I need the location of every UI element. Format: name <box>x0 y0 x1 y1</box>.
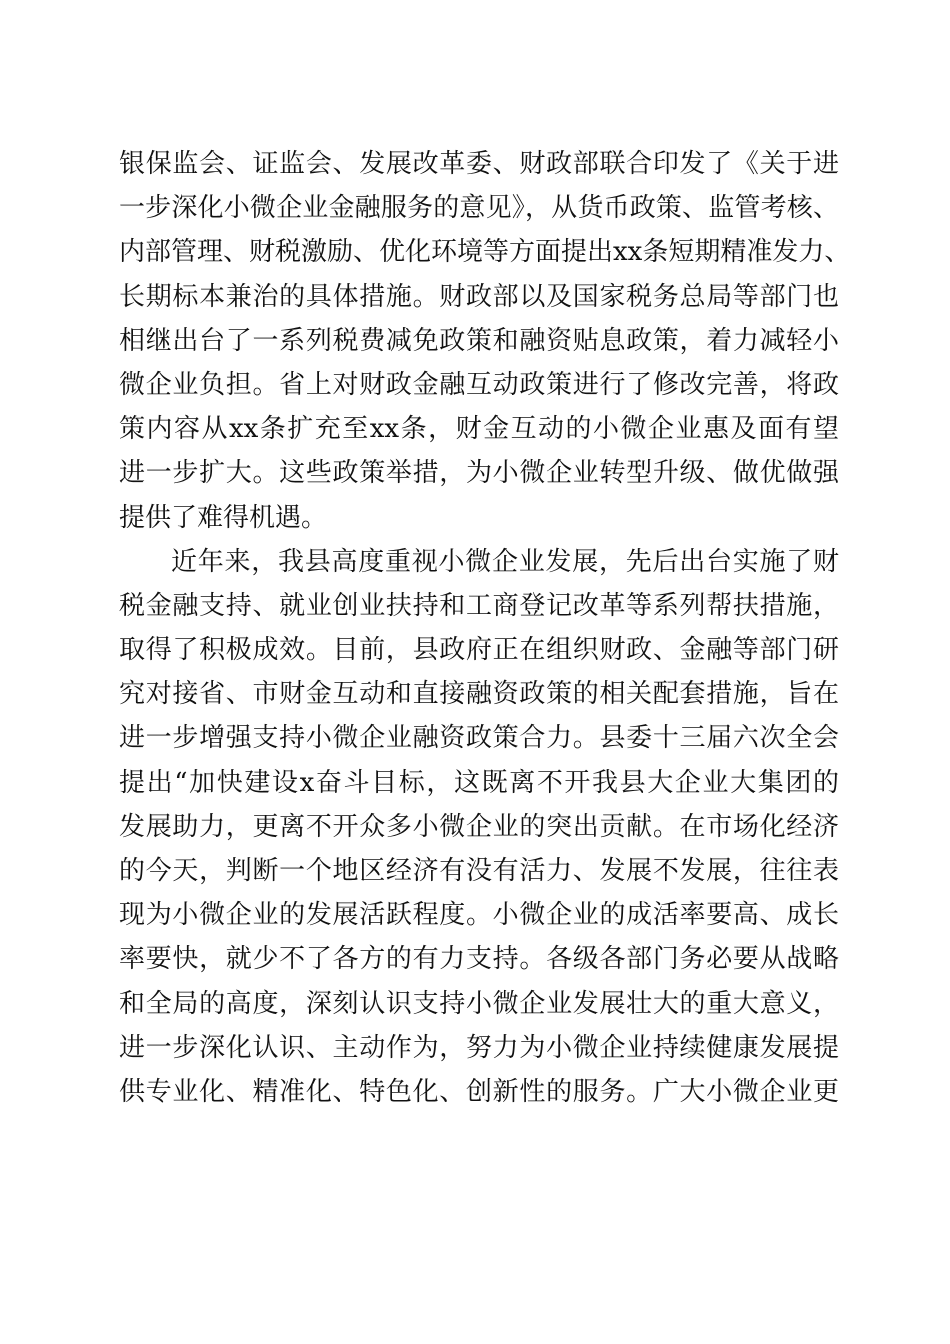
text-line: 供专业化、精准化、特色化、创新性的服务。广大小微企业更 <box>119 1076 839 1107</box>
text-line: 取得了积极成效。目前，县政府正在组织财政、金融等部门研 <box>119 635 839 666</box>
text-line: 相继出台了一系列税费减免政策和融资贴息政策，着力减轻小 <box>119 325 839 356</box>
text-line: 现为小微企业的发展活跃程度。小微企业的成活率要高、成长 <box>119 900 839 931</box>
text-line: 内部管理、财税激励、优化环境等方面提出xx条短期精准发力、 <box>119 237 851 268</box>
text-line: 一步深化小微企业金融服务的意见》，从货币政策、监管考核、 <box>119 193 839 224</box>
text-line: 近年来，我县高度重视小微企业发展，先后出台实施了财 <box>171 546 839 577</box>
text-line: 进一步增强支持小微企业融资政策合力。县委十三届六次全会 <box>119 723 839 754</box>
text-line: 银保监会、证监会、发展改革委、财政部联合印发了《关于进 <box>119 149 839 179</box>
document-body <box>119 142 851 1114</box>
text-line: 提出“加快建设x奋斗目标，这既离不开我县大企业大集团的 <box>119 767 839 798</box>
text-line: 提供了难得机遇。 <box>119 502 328 533</box>
text-line: 进一步扩大。这些政策举措，为小微企业转型升级、做优做强 <box>119 458 839 489</box>
text-line: 微企业负担。省上对财政金融互动政策进行了修改完善，将政 <box>119 369 839 400</box>
text-line: 长期标本兼治的具体措施。财政部以及国家税务总局等部门也 <box>119 281 839 312</box>
text-line: 率要快，就少不了各方的有力支持。各级各部门务必要从战略 <box>119 944 839 975</box>
paragraph-2 <box>119 540 839 1114</box>
text-line: 税金融支持、就业创业扶持和工商登记改革等系列帮扶措施， <box>119 590 839 621</box>
paragraph-1 <box>119 142 851 540</box>
text-line: 进一步深化认识、主动作为，努力为小微企业持续健康发展提 <box>119 1032 839 1063</box>
text-line: 和全局的高度，深刻认识支持小微企业发展壮大的重大意义， <box>119 988 839 1019</box>
text-line: 策内容从xx条扩充至xx条，财金互动的小微企业惠及面有望 <box>119 414 839 445</box>
text-line: 的今天，判断一个地区经济有没有活力、发展不发展，往往表 <box>119 856 839 886</box>
text-line: 究对接省、市财金互动和直接融资政策的相关配套措施，旨在 <box>119 679 839 710</box>
text-line: 发展助力，更离不开众多小微企业的突出贡献。在市场化经济 <box>119 811 839 842</box>
